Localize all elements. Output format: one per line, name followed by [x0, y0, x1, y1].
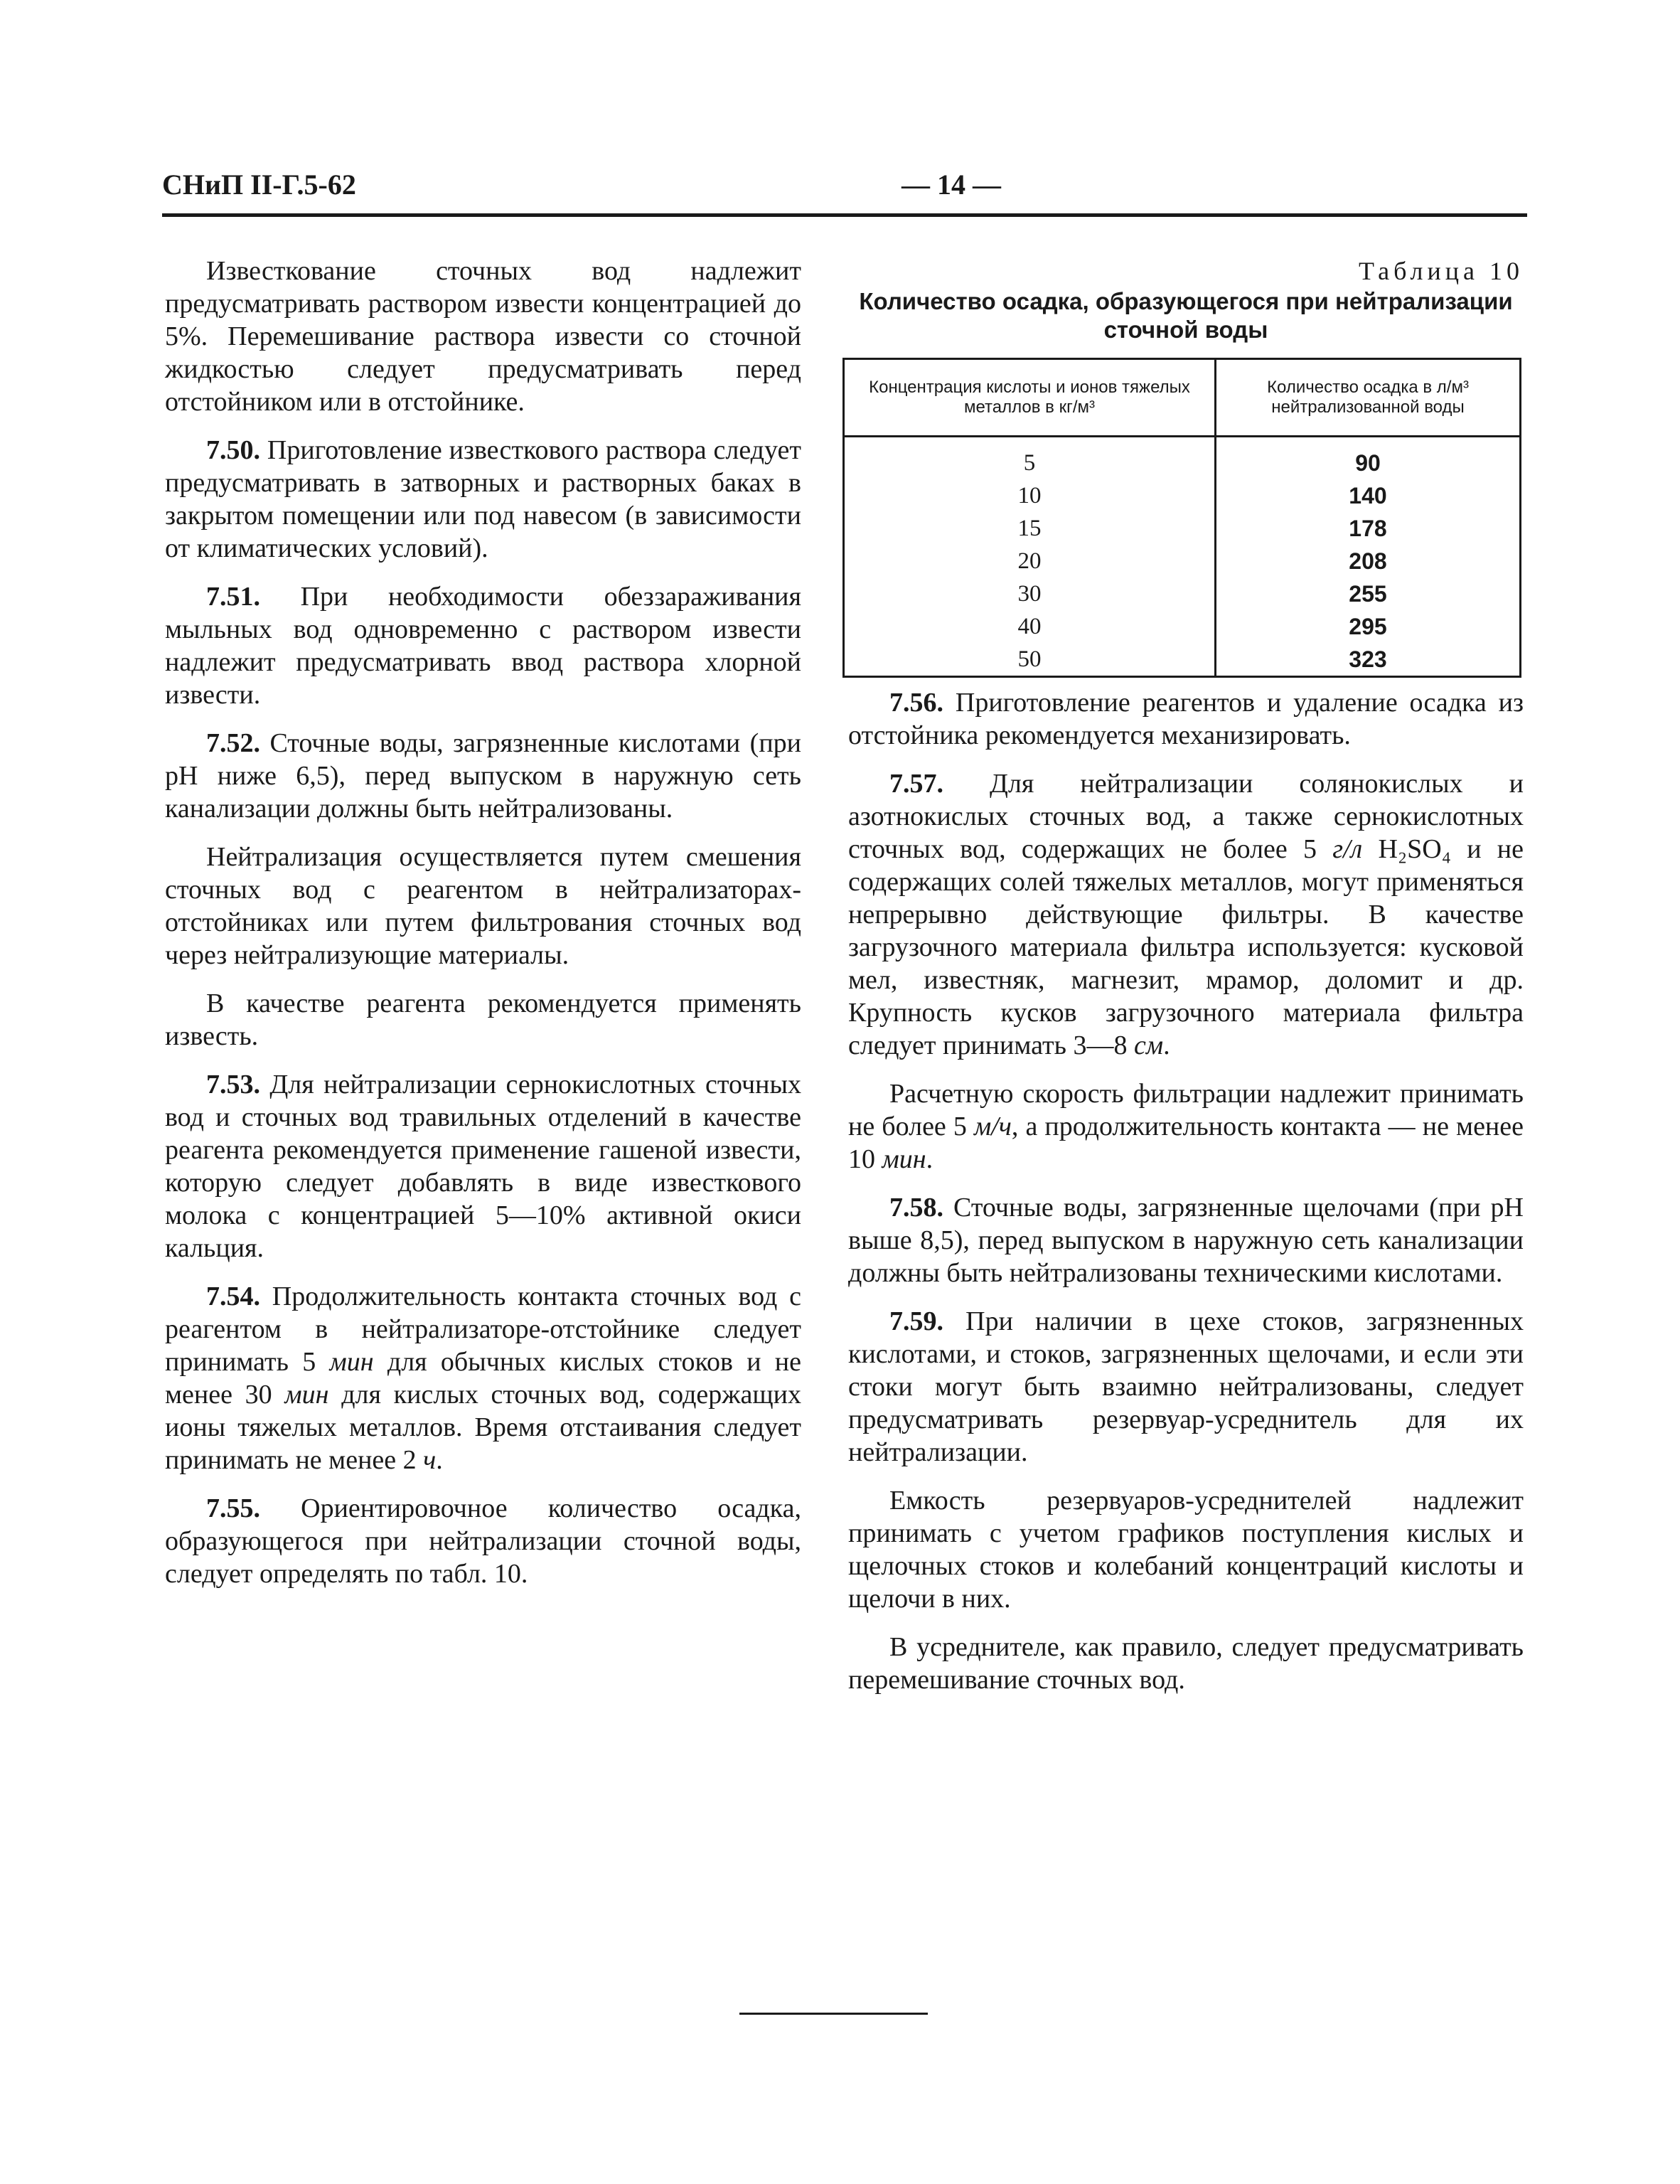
clause-number: 7.53.	[206, 1070, 260, 1099]
column-header-concentration: Концентрация кислоты и ионов тяжелых металлов в кг/м³	[844, 359, 1216, 437]
paragraph-7-59: 7.59. При наличии в цехе стоков, загрязненных кислотами, и стоков, загрязненных щелочами, и если эти стоки могут быть взаимно нейтрализованы, следует предусматривать резервуар-усреднитель для их нейтрализации.	[848, 1306, 1524, 1467]
sediment-cell: 140	[1216, 479, 1521, 512]
concentration-cell: 40	[844, 610, 1216, 643]
page-number: — 14 —	[901, 169, 1001, 201]
sediment-cell: 90	[1216, 437, 1521, 480]
paragraph-neutralization: Нейтрализация осуществляется путем смешения сточных вод с реагентом в нейтрализаторах-отстойниках или путем фильтрования сточных вод через нейтрализующие материалы.	[165, 842, 801, 970]
paragraph-7-51: 7.51. При необходимости обеззараживания мыльных вод одновременно с раствором извести надлежит предусматривать ввод раствора хлорной извести.	[165, 582, 801, 710]
sediment-table	[842, 358, 1521, 678]
paragraph-7-55: 7.55. Ориентировочное количество осадка, образующегося при нейтрализации сточной воды, следует определять по табл. 10.	[165, 1493, 801, 1589]
table-row	[844, 437, 1521, 480]
table-row	[844, 577, 1521, 610]
paragraph-7-53: 7.53. Для нейтрализации сернокислотных сточных вод и сточных вод травильных отделений в качестве реагента рекомендуется применение гашеной извести, которую следует добавлять в виде известкового молока с концентрацией 5—10% активной окиси кальция.	[165, 1070, 802, 1263]
clause-number: 7.56.	[889, 688, 943, 718]
concentration-cell: 30	[844, 577, 1216, 610]
clause-number: 7.55.	[206, 1493, 260, 1523]
header-rule	[162, 213, 1527, 217]
table-row	[844, 512, 1521, 545]
clause-number: 7.57.	[889, 769, 943, 799]
concentration-cell: 5	[844, 437, 1216, 480]
clause-number: 7.59.	[889, 1306, 943, 1336]
paragraph-7-56: 7.56. Приготовление реагентов и удаление осадка из отстойника рекомендуется механизировать.	[848, 688, 1524, 750]
column-header-sediment: Количество осадка в л/м³ нейтрализованной воды	[1216, 359, 1521, 437]
clause-number: 7.52.	[206, 728, 260, 758]
paragraph-tank-capacity: Емкость резервуаров-усреднителей надлежит принимать с учетом графиков поступления кислых и щелочных стоков и колебаний концентраций кислоты и щелочи в них.	[848, 1486, 1524, 1614]
sediment-cell: 208	[1216, 545, 1521, 577]
paragraph-7-58: 7.58. Сточные воды, загрязненные щелочами (при pH выше 8,5), перед выпуском в наружную сеть канализации должны быть нейтрализованы техническими кислотами.	[848, 1193, 1524, 1288]
clause-number: 7.50.	[206, 435, 260, 465]
table-title: Количество осадка, образующегося при нейтрализации сточной воды	[859, 288, 1513, 343]
footer-rule	[739, 2013, 928, 2015]
table-row	[844, 643, 1521, 677]
paragraph-liming: Известкование сточных вод надлежит предусматривать раствором извести концентрацией до 5%. Перемешивание раствора извести со сточной жидкостью следует предусматривать перед отстойником или в отстойнике.	[165, 256, 801, 417]
paragraph-filtration-speed: Расчетную скорость фильтрации надлежит принимать не более 5 м/ч, а продолжительность контакта — не менее 10 мин.	[848, 1079, 1524, 1174]
clause-number: 7.54.	[206, 1282, 260, 1311]
paragraph-7-54: 7.54. Продолжительность контакта сточных вод с реагентом в нейтрализаторе-отстойнике следует принимать 5 мин для обычных кислых стоков и не менее 30 мин для кислых сточных вод, содержащих ионы тяжелых металлов. Время отстаивания следует принимать не менее 2 ч.	[165, 1282, 802, 1475]
sediment-cell: 178	[1216, 512, 1521, 545]
concentration-cell: 20	[844, 545, 1216, 577]
table-row	[844, 610, 1521, 643]
concentration-cell: 10	[844, 479, 1216, 512]
table-row	[844, 479, 1521, 512]
table-label: Таблица 10	[1359, 257, 1524, 285]
sediment-cell: 255	[1216, 577, 1521, 610]
document-code: СНиП II-Г.5-62	[162, 169, 356, 201]
paragraph-reagent: В качестве реагента рекомендуется применять известь.	[165, 989, 801, 1051]
sediment-cell: 295	[1216, 610, 1521, 643]
clause-number: 7.51.	[206, 582, 260, 612]
concentration-cell: 50	[844, 643, 1216, 677]
right-column	[848, 686, 1524, 1712]
paragraph-7-50: 7.50. Приготовление известкового раствора следует предусматривать в затворных и растворных баках в закрытом помещении или под навесом (в зависимости от климатических условий).	[165, 435, 801, 563]
table-header-row	[844, 359, 1521, 437]
page-header	[162, 168, 1527, 218]
paragraph-7-52: 7.52. Сточные воды, загрязненные кислотами (при pH ниже 6,5), перед выпуском в наружную сеть канализации должны быть нейтрализованы.	[165, 728, 802, 824]
paragraph-7-57: 7.57. Для нейтрализации солянокислых и азотнокислых сточных вод, а также сернокислотных сточных вод, содержащих не более 5 г/л H₂SO₄ и не содержащих солей тяжелых металлов, могут применяться непрерывно действующие фильтры. В качестве загрузочного материала фильтра используется: кусковой мел, известняк, магнезит, мрамор, доломит и др. Крупность кусков загрузочного материала фильтра следует принимать 3—8 см.	[848, 769, 1524, 1060]
clause-number: 7.58.	[889, 1193, 943, 1222]
paragraph-mixing: В усреднителе, как правило, следует предусматривать перемешивание сточных вод.	[848, 1632, 1524, 1695]
table-row	[844, 545, 1521, 577]
sediment-cell: 323	[1216, 643, 1521, 677]
concentration-cell: 15	[844, 512, 1216, 545]
left-column	[165, 255, 801, 1606]
